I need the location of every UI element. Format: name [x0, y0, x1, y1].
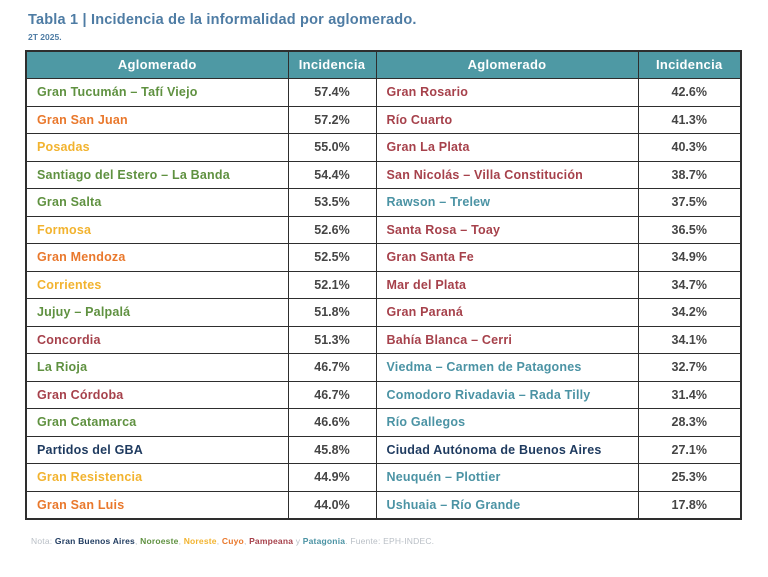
- aglomerado-cell: Gran Resistencia: [26, 464, 288, 492]
- incidencia-cell: 57.4%: [288, 79, 376, 107]
- aglomerado-cell: Comodoro Rivadavia – Rada Tilly: [376, 381, 638, 409]
- aglomerado-cell: Neuquén – Plottier: [376, 464, 638, 492]
- table-row: [26, 381, 741, 409]
- aglomerado-cell: Santa Rosa – Toay: [376, 216, 638, 244]
- aglomerado-cell: Gran La Plata: [376, 134, 638, 162]
- page-title: Tabla 1 | Incidencia de la informalidad por aglomerado.: [28, 12, 417, 28]
- incidencia-cell: 51.3%: [288, 326, 376, 354]
- page-subtitle: 2T 2025.: [28, 32, 62, 42]
- incidencia-cell: 45.8%: [288, 436, 376, 464]
- incidencia-cell: 52.5%: [288, 244, 376, 272]
- incidencia-cell: 54.4%: [288, 161, 376, 189]
- aglomerado-cell: Gran San Luis: [26, 491, 288, 519]
- aglomerado-cell: Santiago del Estero – La Banda: [26, 161, 288, 189]
- incidencia-cell: 34.1%: [638, 326, 741, 354]
- header-row: [26, 51, 741, 79]
- incidencia-cell: 41.3%: [638, 106, 741, 134]
- table-row: [26, 244, 741, 272]
- footnote-part: ,: [134, 535, 141, 546]
- footnote-part: ,: [216, 535, 222, 546]
- aglomerado-cell: Gran Paraná: [376, 299, 638, 327]
- footnote-part: Noreste: [183, 535, 217, 546]
- aglomerado-cell: La Rioja: [26, 354, 288, 382]
- table-row: [26, 189, 741, 217]
- table-row: [26, 161, 741, 189]
- incidencia-cell: 46.7%: [288, 354, 376, 382]
- table-row: [26, 134, 741, 162]
- footnote-part: Pampeana: [249, 535, 294, 546]
- aglomerado-cell: Gran Mendoza: [26, 244, 288, 272]
- aglomerado-cell: Ciudad Autónoma de Buenos Aires: [376, 436, 638, 464]
- footnote-part: ,: [243, 535, 250, 546]
- footnote-part: .: [345, 535, 351, 546]
- aglomerado-cell: Corrientes: [26, 271, 288, 299]
- incidencia-cell: 46.6%: [288, 409, 376, 437]
- aglomerado-cell: Formosa: [26, 216, 288, 244]
- incidencia-cell: 40.3%: [638, 134, 741, 162]
- table-row: [26, 271, 741, 299]
- incidencia-cell: 37.5%: [638, 189, 741, 217]
- footnote-part: Gran Buenos Aires: [54, 535, 135, 546]
- incidencia-cell: 25.3%: [638, 464, 741, 492]
- column-header-incidencia-left: Incidencia: [288, 51, 376, 79]
- incidencia-cell: 46.7%: [288, 381, 376, 409]
- aglomerado-cell: Viedma – Carmen de Patagones: [376, 354, 638, 382]
- footnote-part: Patagonia: [302, 535, 346, 546]
- table-row: [26, 79, 741, 107]
- footnote-part: Cuyo: [221, 535, 244, 546]
- footnote-part: Fuente: EPH-INDEC.: [350, 535, 435, 546]
- aglomerado-cell: Gran San Juan: [26, 106, 288, 134]
- incidencia-cell: 42.6%: [638, 79, 741, 107]
- aglomerado-cell: Ushuaia – Río Grande: [376, 491, 638, 519]
- incidencia-cell: 27.1%: [638, 436, 741, 464]
- incidencia-cell: 52.1%: [288, 271, 376, 299]
- aglomerado-cell: Concordia: [26, 326, 288, 354]
- footnote-part: ,: [178, 535, 184, 546]
- table-row: [26, 409, 741, 437]
- table-row: [26, 491, 741, 519]
- incidencia-cell: 34.2%: [638, 299, 741, 327]
- incidencia-cell: 28.3%: [638, 409, 741, 437]
- footnote-part: Noroeste: [140, 535, 179, 546]
- aglomerado-cell: Posadas: [26, 134, 288, 162]
- aglomerado-cell: Gran Córdoba: [26, 381, 288, 409]
- incidencia-cell: 44.9%: [288, 464, 376, 492]
- incidencia-cell: 53.5%: [288, 189, 376, 217]
- aglomerado-cell: Río Cuarto: [376, 106, 638, 134]
- incidencia-cell: 57.2%: [288, 106, 376, 134]
- aglomerado-cell: Río Gallegos: [376, 409, 638, 437]
- column-header-aglomerado-left: Aglomerado: [26, 51, 288, 79]
- table-body: [26, 79, 741, 519]
- column-header-aglomerado-right: Aglomerado: [376, 51, 638, 79]
- incidencia-cell: 44.0%: [288, 491, 376, 519]
- table-row: [26, 326, 741, 354]
- informality-table: [25, 50, 742, 520]
- aglomerado-cell: Bahía Blanca – Cerri: [376, 326, 638, 354]
- incidencia-cell: 51.8%: [288, 299, 376, 327]
- footnote-part: Nota:: [31, 535, 55, 546]
- incidencia-cell: 34.7%: [638, 271, 741, 299]
- footnote-part: y: [293, 535, 303, 546]
- table-row: [26, 106, 741, 134]
- aglomerado-cell: Gran Catamarca: [26, 409, 288, 437]
- incidencia-cell: 52.6%: [288, 216, 376, 244]
- incidencia-cell: 31.4%: [638, 381, 741, 409]
- column-header-incidencia-right: Incidencia: [638, 51, 741, 79]
- table-row: [26, 464, 741, 492]
- aglomerado-cell: Gran Santa Fe: [376, 244, 638, 272]
- incidencia-cell: 38.7%: [638, 161, 741, 189]
- table-row: [26, 216, 741, 244]
- aglomerado-cell: Gran Tucumán – Tafí Viejo: [26, 79, 288, 107]
- aglomerado-cell: Mar del Plata: [376, 271, 638, 299]
- incidencia-cell: 55.0%: [288, 134, 376, 162]
- table-row: [26, 354, 741, 382]
- aglomerado-cell: Gran Salta: [26, 189, 288, 217]
- incidencia-cell: 17.8%: [638, 491, 741, 519]
- table-header: [26, 51, 741, 79]
- table-row: [26, 436, 741, 464]
- aglomerado-cell: Gran Rosario: [376, 79, 638, 107]
- aglomerado-cell: San Nicolás – Villa Constitución: [376, 161, 638, 189]
- incidencia-cell: 36.5%: [638, 216, 741, 244]
- aglomerado-cell: Partidos del GBA: [26, 436, 288, 464]
- table-row: [26, 299, 741, 327]
- footnote: [31, 536, 743, 546]
- incidencia-cell: 32.7%: [638, 354, 741, 382]
- aglomerado-cell: Rawson – Trelew: [376, 189, 638, 217]
- incidencia-cell: 34.9%: [638, 244, 741, 272]
- aglomerado-cell: Jujuy – Palpalá: [26, 299, 288, 327]
